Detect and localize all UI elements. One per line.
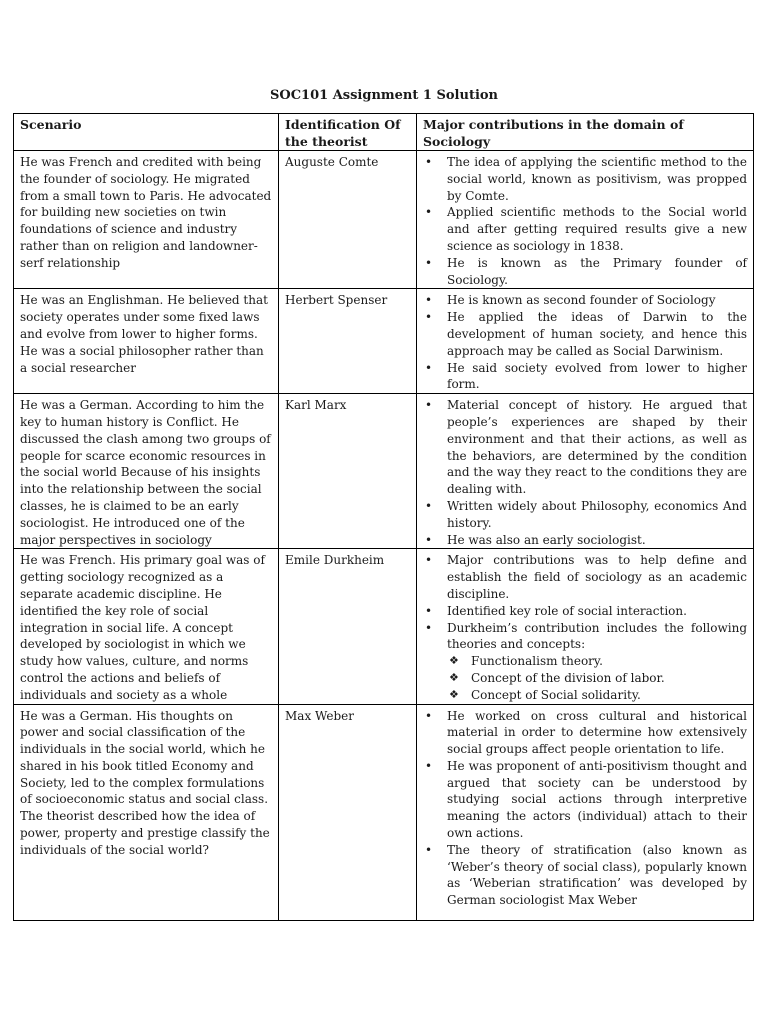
contribution-item: • The idea of applying the scientific method to the social world, known as positivism, was propped by Comte. xyxy=(423,154,747,204)
table-row xyxy=(14,549,754,704)
contribution-item: • Major contributions was to help define and establish the field of sociology as an academic discipline. xyxy=(423,552,747,602)
table-row xyxy=(14,704,754,920)
table-row xyxy=(14,289,754,394)
contribution-item: • He worked on cross cultural and historical material in order to determine how extensively social groups affect people orientation to life. xyxy=(423,708,747,758)
contribution-item: • He was also an early sociologist. xyxy=(423,532,747,549)
theorist-cell: Emile Durkheim xyxy=(279,549,417,704)
sub-concept-item: ❖ Concept of the division of labor. xyxy=(447,670,747,687)
contributions-cell xyxy=(417,704,754,920)
contribution-item: • Written widely about Philosophy, economics And history. xyxy=(423,498,747,532)
contribution-list xyxy=(423,552,747,703)
contributions-cell xyxy=(417,289,754,394)
contributions-cell xyxy=(417,394,754,549)
sub-concept-list xyxy=(447,653,747,703)
table-row xyxy=(14,151,754,289)
sub-concept-item: ❖ Functionalism theory. xyxy=(447,653,747,670)
contribution-item: • He was proponent of anti-positivism thought and argued that society can be understood by studying social actions through interpretive meaning the actors (individual) attach to their own actions. xyxy=(423,758,747,842)
contribution-list xyxy=(423,154,747,288)
contributions-cell xyxy=(417,549,754,704)
contribution-list xyxy=(423,292,747,393)
scenario-cell: He was French. His primary goal was of getting sociology recognized as a separate academic discipline. He identified the key role of social integration in social life. A concept developed by sociologist in which we study how values, culture, and norms control the actions and beliefs of individuals and society as a whole xyxy=(14,549,279,704)
contribution-item: • He applied the ideas of Darwin to the development of human society, and hence this approach may be called as Social Darwinism. xyxy=(423,309,747,359)
contribution-item xyxy=(423,620,747,704)
contribution-list xyxy=(423,397,747,548)
theorist-cell: Karl Marx xyxy=(279,394,417,549)
table-row xyxy=(14,394,754,549)
contribution-item: • Material concept of history. He argued that people’s experiences are shaped by their environment and that their actions, as well as the behaviors, are determined by the condition and the way they react to the conditions they are dealing with. xyxy=(423,397,747,498)
header-scenario: Scenario xyxy=(14,114,279,151)
scenario-cell: He was a German. According to him the key to human history is Conflict. He discussed the clash among two groups of people for scarce economic resources in the social world Because of his insights into the relationship between the social classes, he is claimed to be an early sociologist. He introduced one of the major perspectives in sociology xyxy=(14,394,279,549)
theorist-cell: Auguste Comte xyxy=(279,151,417,289)
contribution-item: • Applied scientific methods to the Social world and after getting required results give a new science as sociology in 1838. xyxy=(423,204,747,254)
contributions-cell xyxy=(417,151,754,289)
contribution-item-text: Durkheim’s contribution includes the following theories and concepts: xyxy=(447,620,747,652)
contribution-list xyxy=(423,708,747,910)
theorist-cell: Max Weber xyxy=(279,704,417,920)
contribution-item: • The theory of stratification (also known as ‘Weber’s theory of social class), popularly known as ‘Weberian stratification’ was developed by German sociologist Max Weber xyxy=(423,842,747,909)
document-title: SOC101 Assignment 1 Solution xyxy=(269,88,499,103)
scenario-cell: He was French and credited with being the founder of sociology. He migrated from a small town to Paris. He advocated for building new societies on twin foundations of science and industry rather than on religion and landowner-serf relationship xyxy=(14,151,279,289)
scenario-cell: He was a German. His thoughts on power and social classification of the individuals in the social world, which he shared in his book titled Economy and Society, led to the complex formulations of socioeconomic status and social class. The theorist described how the idea of power, property and prestige classify the individuals of the social world? xyxy=(14,704,279,920)
contribution-item: • He is known as the Primary founder of Sociology. xyxy=(423,255,747,289)
header-theorist: Identification Of the theorist xyxy=(279,114,417,151)
scenario-cell: He was an Englishman. He believed that society operates under some fixed laws and evolve from lower to higher forms. He was a social philosopher rather than a social researcher xyxy=(14,289,279,394)
contribution-item: • He said society evolved from lower to higher form. xyxy=(423,360,747,394)
theorist-cell: Herbert Spenser xyxy=(279,289,417,394)
contribution-item: • He is known as second founder of Sociology xyxy=(423,292,747,309)
sub-concept-item: ❖ Concept of Social solidarity. xyxy=(447,687,747,704)
header-contributions: Major contributions in the domain of Sociology xyxy=(417,114,754,151)
contribution-item: • Identified key role of social interaction. xyxy=(423,603,747,620)
theorist-table xyxy=(13,113,754,921)
header-row xyxy=(14,114,754,151)
